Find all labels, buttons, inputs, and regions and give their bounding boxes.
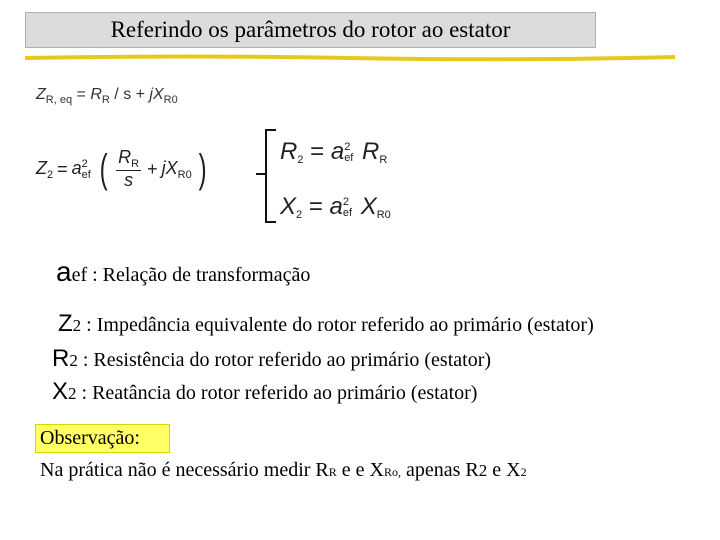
definition-r2-text: : Resistência do rotor referido ao primário (estator) xyxy=(77,349,492,371)
eq2-j: jX xyxy=(161,157,178,178)
eq2-close-paren: ) xyxy=(198,147,207,192)
eq4-lhs-sub: 2 xyxy=(296,209,303,221)
eq2-lhs-group xyxy=(36,158,53,181)
equation-x2 xyxy=(280,193,391,221)
observation-text xyxy=(40,459,527,482)
observation-label: Observação: xyxy=(35,424,170,453)
eq2-equals: = xyxy=(57,158,68,179)
definition-r2-symbol: R xyxy=(52,345,70,372)
definition-x2-sub: 2 xyxy=(68,384,77,403)
observation-text-part4: e X xyxy=(487,459,521,481)
eq1-rhs-j: jX xyxy=(149,86,164,103)
eq4-lhs: X xyxy=(280,193,297,220)
definition-z2 xyxy=(58,310,594,338)
eq1-equals: = xyxy=(76,86,91,103)
observation-text-part1: Na prática não é necessário medir R xyxy=(40,459,329,481)
eq2-j-sub: R0 xyxy=(177,168,192,181)
eq2-plus: + xyxy=(147,158,158,179)
eq4-rhs-sub: R0 xyxy=(376,209,391,221)
eq3-rhs: R xyxy=(362,138,380,165)
eq2-num-sub: R xyxy=(131,158,140,170)
eq1-rhs-mid: / s + xyxy=(114,86,150,103)
eq4-coef-sup: 2 xyxy=(342,195,349,208)
eq2-coef: a xyxy=(71,158,82,179)
eq3-lhs: R xyxy=(280,138,298,165)
observation-text-part2: e e X xyxy=(336,459,384,481)
slide-title: Referindo os parâmetros do rotor ao estator xyxy=(110,17,511,42)
eq2-coef-group xyxy=(72,158,93,180)
eq2-denominator: s xyxy=(124,170,134,191)
eq4-coef: a xyxy=(329,193,343,220)
eq1-lhs: Z xyxy=(36,86,46,103)
definition-r2-sub: 2 xyxy=(69,351,78,370)
definition-x2-symbol: X xyxy=(52,378,69,405)
eq2-num: R xyxy=(118,147,132,167)
curly-bracket xyxy=(252,128,282,224)
definition-r2 xyxy=(52,345,491,373)
eq2-coef-scripts xyxy=(82,159,91,181)
observation-sub-4: 2 xyxy=(520,465,527,479)
eq2-numerator xyxy=(116,148,141,171)
eq1-rhs-a: R xyxy=(90,86,102,103)
eq2-coef-sub: ef xyxy=(81,168,91,181)
eq1-lhs-sub: R, eq xyxy=(45,94,73,106)
definition-z2-sub: 2 xyxy=(72,316,82,335)
definition-z2-text: : Impedância equivalente do rotor referido ao primário (estator) xyxy=(81,314,594,336)
observation-sub-3: 2 xyxy=(478,461,488,480)
equation-r2 xyxy=(280,138,387,166)
eq4-coef-scripts xyxy=(343,197,352,219)
eq3-coef-sup: 2 xyxy=(344,140,351,153)
definition-z2-symbol: Z xyxy=(58,310,73,337)
definition-aef-text: : Relação de transformação xyxy=(87,264,311,286)
definition-aef xyxy=(56,256,310,288)
equation-z2 xyxy=(36,148,209,191)
definition-x2 xyxy=(52,378,477,406)
eq2-fraction xyxy=(116,148,141,191)
definition-x2-text: : Reatância do rotor referido ao primário (estator) xyxy=(76,382,478,404)
eq4-rhs: X xyxy=(360,193,377,220)
eq3-lhs-sub: 2 xyxy=(297,154,304,166)
eq3-coef-sub: ef xyxy=(344,151,354,164)
eq1-rhs-a-sub: R xyxy=(101,94,110,106)
observation-sub-2: Ro, xyxy=(383,465,401,479)
equation-zr-eq xyxy=(36,86,178,106)
observation-text-part3: apenas R xyxy=(401,459,479,481)
definition-aef-symbol: a xyxy=(56,256,72,287)
title-underline xyxy=(25,54,675,62)
eq2-open-paren: ( xyxy=(99,147,108,192)
observation-sub-1: R xyxy=(328,465,337,479)
definition-aef-sub: ef xyxy=(71,264,88,286)
eq4-coef-sub: ef xyxy=(342,206,353,219)
eq3-rhs-sub: R xyxy=(379,154,388,166)
eq3-coef-scripts xyxy=(344,142,353,164)
eq2-j-group xyxy=(162,158,192,181)
eq3-equals: = xyxy=(310,138,331,165)
eq2-lhs-sub: 2 xyxy=(47,168,54,181)
eq2-lhs: Z xyxy=(36,157,47,178)
eq1-rhs-j-sub: R0 xyxy=(163,94,178,106)
eq4-equals: = xyxy=(308,193,330,220)
slide-title-box xyxy=(25,12,596,48)
eq2-coef-sup: 2 xyxy=(81,157,88,170)
eq3-coef: a xyxy=(330,138,345,165)
